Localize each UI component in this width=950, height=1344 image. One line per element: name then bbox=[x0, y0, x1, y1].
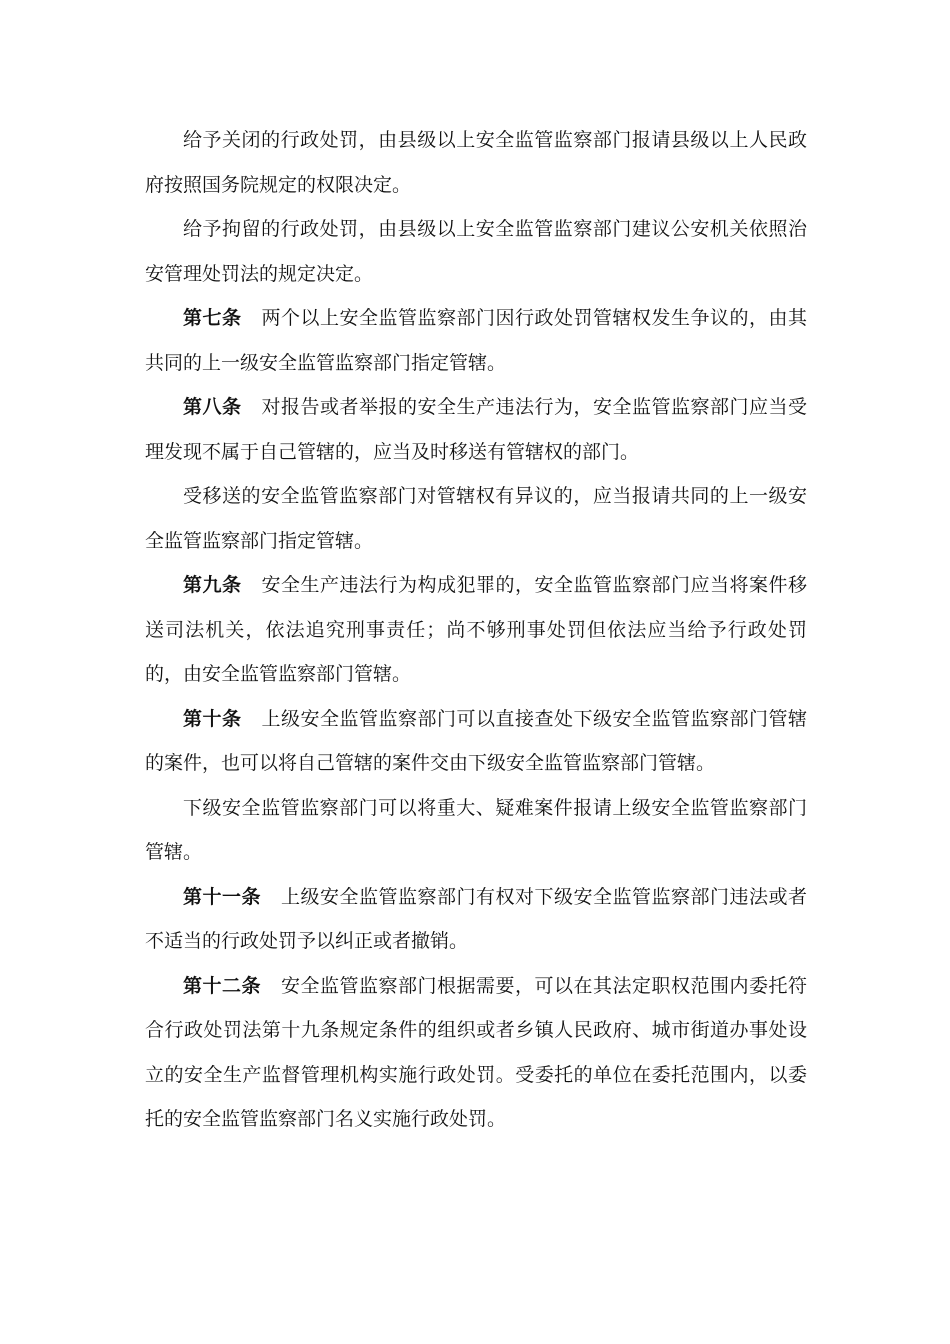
article-number: 第九条 bbox=[183, 574, 242, 596]
paragraph-text: 给予拘留的行政处罚，由县级以上安全监管监察部门建议公安机关依照治安管理处罚法的规定决定。 bbox=[145, 218, 807, 285]
article-number: 第十一条 bbox=[183, 885, 261, 908]
article-number: 第八条 bbox=[183, 396, 242, 418]
paragraph-text: 两个以上安全监管监察部门因行政处罚管辖权发生争议的，由其共同的上一级安全监管监察部门指定管辖。 bbox=[145, 307, 807, 374]
article-8 bbox=[145, 385, 807, 474]
paragraph-text: 安全生产违法行为构成犯罪的，安全监管监察部门应当将案件移送司法机关，依法追究刑事责任；尚不够刑事处罚但依法应当给予行政处罚的，由安全监管监察部门管辖。 bbox=[145, 574, 807, 685]
article-number: 第七条 bbox=[183, 307, 242, 329]
article-11 bbox=[145, 875, 807, 964]
paragraph-text: 对报告或者举报的安全生产违法行为，安全监管监察部门应当受理发现不属于自己管辖的，应当及时移送有管辖权的部门。 bbox=[145, 396, 807, 463]
article-number: 第十条 bbox=[183, 707, 242, 730]
paragraph-major-cases bbox=[145, 786, 807, 875]
article-7 bbox=[145, 296, 807, 385]
paragraph-closure-penalty bbox=[145, 118, 807, 207]
paragraph-text: 上级安全监管监察部门有权对下级安全监管监察部门违法或者不适当的行政处罚予以纠正或者撤销。 bbox=[145, 885, 807, 952]
paragraph-text: 上级安全监管监察部门可以直接查处下级安全监管监察部门管辖的案件，也可以将自己管辖的案件交由下级安全监管监察部门管辖。 bbox=[145, 707, 807, 774]
article-10 bbox=[145, 697, 807, 786]
document-body bbox=[145, 118, 807, 1142]
article-9 bbox=[145, 563, 807, 697]
paragraph-text: 安全监管监察部门根据需要，可以在其法定职权范围内委托符合行政处罚法第十九条规定条件的组织或者乡镇人民政府、城市街道办事处设立的安全生产监督管理机构实施行政处罚。受委托的单位在委托范围内，以委托的安全监管监察部门名义实施行政处罚。 bbox=[145, 974, 807, 1130]
paragraph-detention-penalty bbox=[145, 207, 807, 296]
article-12 bbox=[145, 964, 807, 1142]
paragraph-text: 给予关闭的行政处罚，由县级以上安全监管监察部门报请县级以上人民政府按照国务院规定的权限决定。 bbox=[145, 129, 807, 196]
paragraph-text: 下级安全监管监察部门可以将重大、疑难案件报请上级安全监管监察部门管辖。 bbox=[145, 796, 807, 863]
paragraph-text: 受移送的安全监管监察部门对管辖权有异议的，应当报请共同的上一级安全监管监察部门指定管辖。 bbox=[145, 485, 807, 552]
paragraph-transfer-dispute bbox=[145, 474, 807, 563]
article-number: 第十二条 bbox=[183, 974, 261, 997]
